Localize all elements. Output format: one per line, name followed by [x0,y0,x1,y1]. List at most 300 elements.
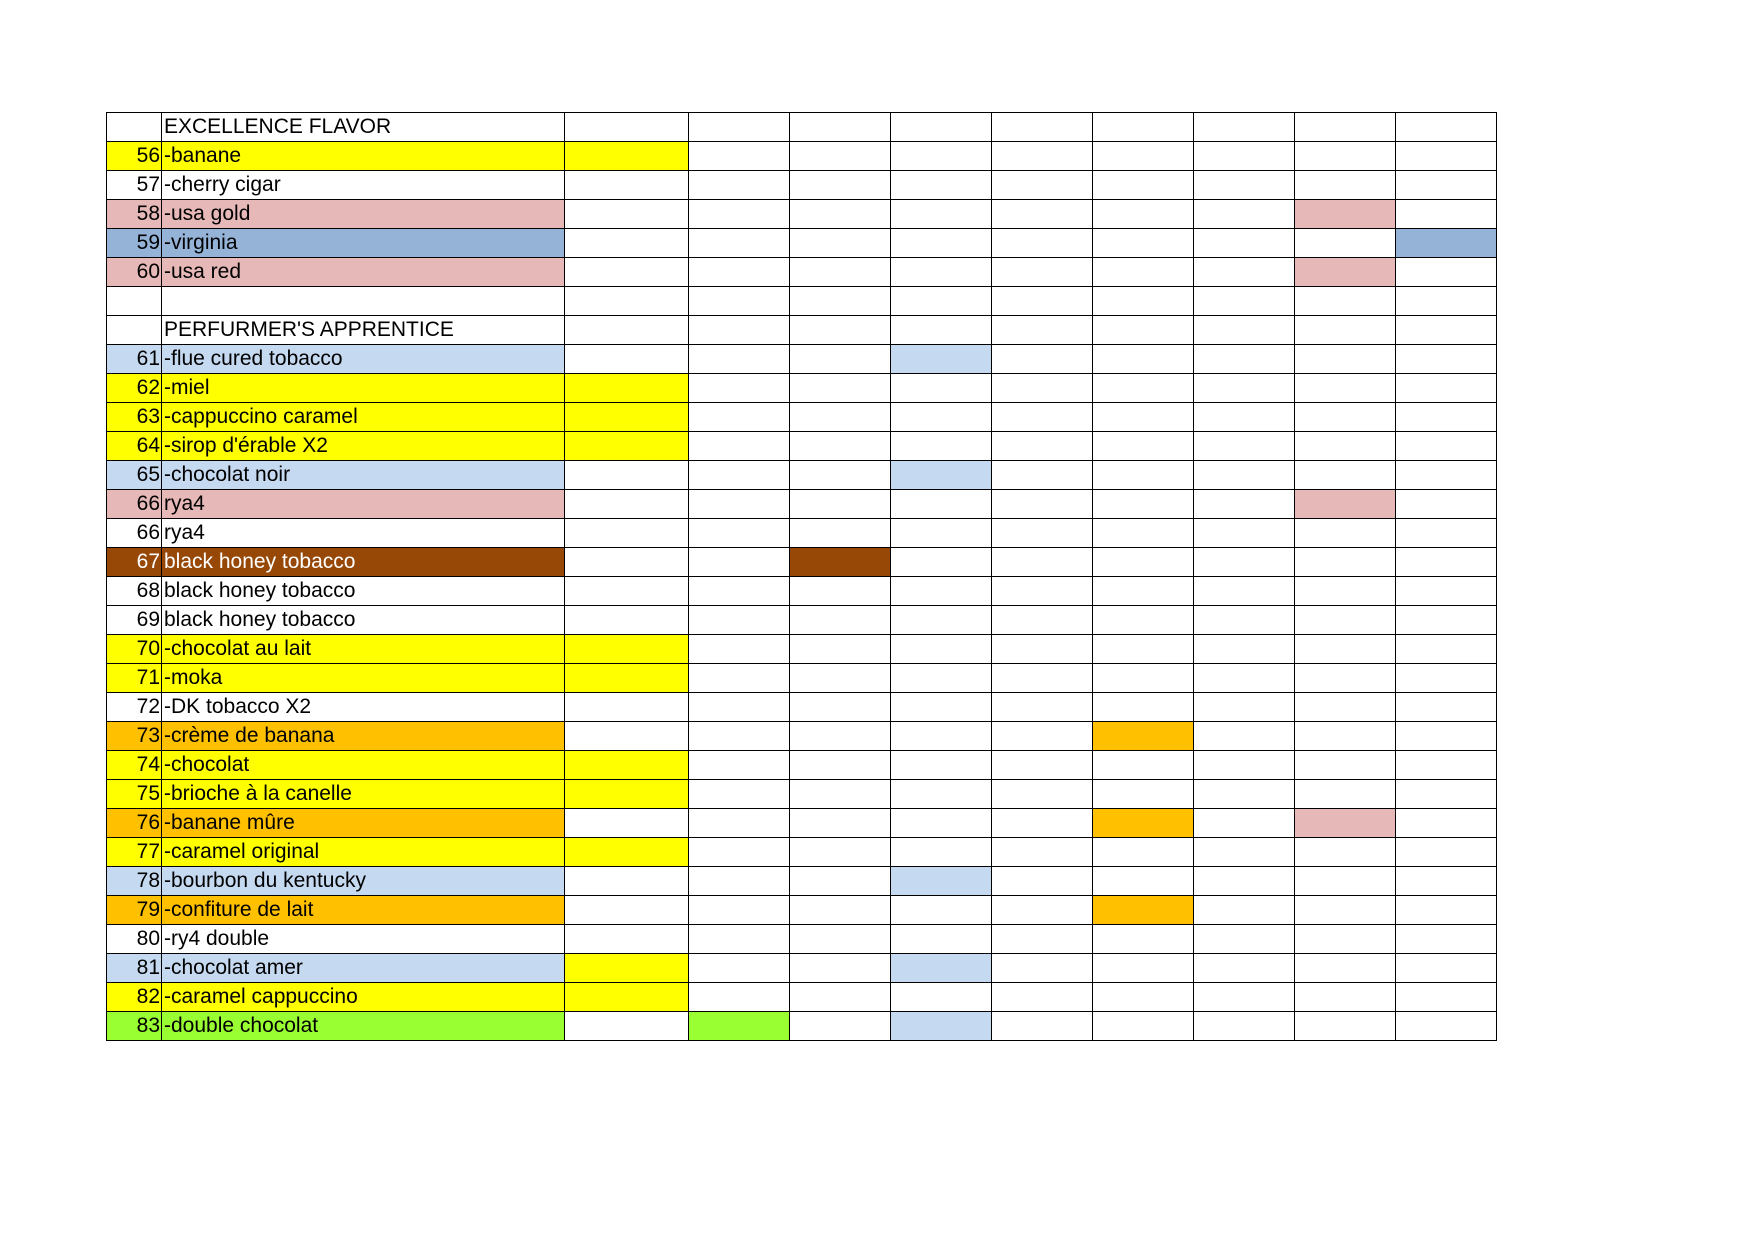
category-cell-8[interactable] [1295,780,1396,809]
category-cell-4[interactable] [891,693,992,722]
category-cell-3[interactable] [790,722,891,751]
category-cell-5[interactable] [992,635,1093,664]
category-cell-2[interactable] [689,606,790,635]
category-cell-6[interactable] [1093,751,1194,780]
category-cell-8[interactable] [1295,867,1396,896]
flavor-label-cell[interactable]: -brioche à la canelle [162,780,565,809]
category-cell-2[interactable] [689,200,790,229]
category-cell-1[interactable] [565,113,689,142]
category-cell-6[interactable] [1093,954,1194,983]
category-cell-7[interactable] [1194,693,1295,722]
category-cell-5[interactable] [992,780,1093,809]
flavor-label-cell[interactable]: black honey tobacco [162,577,565,606]
category-cell-3[interactable] [790,1012,891,1041]
flavor-label-cell[interactable]: -caramel cappuccino [162,983,565,1012]
flavor-label-cell[interactable]: black honey tobacco [162,606,565,635]
category-cell-1[interactable] [565,229,689,258]
category-cell-9[interactable] [1396,258,1497,287]
category-cell-4[interactable] [891,722,992,751]
flavor-label-cell[interactable]: -sirop d'érable X2 [162,432,565,461]
category-cell-8[interactable] [1295,577,1396,606]
category-cell-1[interactable] [565,519,689,548]
category-cell-5[interactable] [992,490,1093,519]
category-cell-2[interactable] [689,780,790,809]
category-cell-9[interactable] [1396,287,1497,316]
category-cell-8[interactable] [1295,896,1396,925]
category-cell-6[interactable] [1093,577,1194,606]
category-cell-7[interactable] [1194,838,1295,867]
category-cell-3[interactable] [790,983,891,1012]
category-cell-1[interactable] [565,925,689,954]
category-cell-7[interactable] [1194,229,1295,258]
category-cell-3[interactable] [790,316,891,345]
row-number-cell[interactable]: 72 [107,693,162,722]
category-cell-1[interactable] [565,693,689,722]
flavor-label-cell[interactable]: -usa red [162,258,565,287]
category-cell-4[interactable] [891,461,992,490]
category-cell-5[interactable] [992,113,1093,142]
category-cell-6[interactable] [1093,983,1194,1012]
category-cell-8[interactable] [1295,519,1396,548]
category-cell-3[interactable] [790,287,891,316]
flavor-label-cell[interactable]: rya4 [162,519,565,548]
category-cell-6[interactable] [1093,838,1194,867]
category-cell-6[interactable] [1093,548,1194,577]
category-cell-6[interactable] [1093,200,1194,229]
row-number-cell[interactable]: 58 [107,200,162,229]
category-cell-6[interactable] [1093,287,1194,316]
flavor-label-cell[interactable]: black honey tobacco [162,548,565,577]
category-cell-7[interactable] [1194,432,1295,461]
category-cell-3[interactable] [790,519,891,548]
category-cell-9[interactable] [1396,113,1497,142]
category-cell-8[interactable] [1295,954,1396,983]
category-cell-8[interactable] [1295,606,1396,635]
row-number-cell[interactable]: 59 [107,229,162,258]
category-cell-2[interactable] [689,403,790,432]
category-cell-4[interactable] [891,490,992,519]
category-cell-3[interactable] [790,606,891,635]
category-cell-1[interactable] [565,461,689,490]
row-number-cell[interactable]: 76 [107,809,162,838]
category-cell-3[interactable] [790,461,891,490]
category-cell-3[interactable] [790,548,891,577]
category-cell-4[interactable] [891,780,992,809]
category-cell-4[interactable] [891,287,992,316]
category-cell-8[interactable] [1295,345,1396,374]
category-cell-5[interactable] [992,751,1093,780]
flavor-label-cell[interactable]: -cappuccino caramel [162,403,565,432]
category-cell-1[interactable] [565,374,689,403]
category-cell-9[interactable] [1396,490,1497,519]
category-cell-8[interactable] [1295,664,1396,693]
category-cell-3[interactable] [790,577,891,606]
category-cell-8[interactable] [1295,722,1396,751]
category-cell-2[interactable] [689,287,790,316]
category-cell-9[interactable] [1396,722,1497,751]
category-cell-2[interactable] [689,432,790,461]
category-cell-1[interactable] [565,1012,689,1041]
category-cell-1[interactable] [565,664,689,693]
category-cell-9[interactable] [1396,896,1497,925]
category-cell-6[interactable] [1093,258,1194,287]
category-cell-1[interactable] [565,171,689,200]
category-cell-2[interactable] [689,867,790,896]
category-cell-2[interactable] [689,519,790,548]
category-cell-2[interactable] [689,258,790,287]
category-cell-9[interactable] [1396,809,1497,838]
category-cell-8[interactable] [1295,258,1396,287]
category-cell-9[interactable] [1396,635,1497,664]
category-cell-5[interactable] [992,954,1093,983]
category-cell-2[interactable] [689,345,790,374]
row-number-cell[interactable]: 75 [107,780,162,809]
category-cell-1[interactable] [565,606,689,635]
category-cell-4[interactable] [891,838,992,867]
category-cell-5[interactable] [992,200,1093,229]
category-cell-8[interactable] [1295,316,1396,345]
category-cell-4[interactable] [891,171,992,200]
category-cell-5[interactable] [992,693,1093,722]
category-cell-2[interactable] [689,925,790,954]
category-cell-9[interactable] [1396,867,1497,896]
category-cell-6[interactable] [1093,606,1194,635]
row-number-cell[interactable] [107,113,162,142]
category-cell-5[interactable] [992,374,1093,403]
category-cell-1[interactable] [565,316,689,345]
flavor-label-cell[interactable] [162,287,565,316]
category-cell-5[interactable] [992,171,1093,200]
category-cell-4[interactable] [891,867,992,896]
flavor-label-cell[interactable]: -chocolat au lait [162,635,565,664]
category-cell-7[interactable] [1194,867,1295,896]
row-number-cell[interactable] [107,287,162,316]
category-cell-5[interactable] [992,229,1093,258]
category-cell-7[interactable] [1194,403,1295,432]
category-cell-8[interactable] [1295,374,1396,403]
category-cell-4[interactable] [891,113,992,142]
flavor-label-cell[interactable]: PERFURMER'S APPRENTICE [162,316,565,345]
category-cell-7[interactable] [1194,113,1295,142]
category-cell-7[interactable] [1194,635,1295,664]
category-cell-5[interactable] [992,867,1093,896]
category-cell-6[interactable] [1093,432,1194,461]
category-cell-4[interactable] [891,142,992,171]
category-cell-3[interactable] [790,229,891,258]
category-cell-6[interactable] [1093,345,1194,374]
category-cell-8[interactable] [1295,548,1396,577]
category-cell-5[interactable] [992,461,1093,490]
category-cell-6[interactable] [1093,1012,1194,1041]
category-cell-3[interactable] [790,954,891,983]
category-cell-9[interactable] [1396,780,1497,809]
category-cell-6[interactable] [1093,490,1194,519]
flavor-label-cell[interactable]: -chocolat noir [162,461,565,490]
category-cell-1[interactable] [565,722,689,751]
category-cell-8[interactable] [1295,113,1396,142]
category-cell-6[interactable] [1093,142,1194,171]
category-cell-9[interactable] [1396,403,1497,432]
flavor-label-cell[interactable]: EXCELLENCE FLAVOR [162,113,565,142]
flavor-label-cell[interactable]: -banane mûre [162,809,565,838]
row-number-cell[interactable]: 61 [107,345,162,374]
category-cell-4[interactable] [891,432,992,461]
category-cell-6[interactable] [1093,229,1194,258]
category-cell-6[interactable] [1093,664,1194,693]
category-cell-3[interactable] [790,925,891,954]
row-number-cell[interactable]: 66 [107,490,162,519]
category-cell-6[interactable] [1093,722,1194,751]
category-cell-4[interactable] [891,229,992,258]
category-cell-7[interactable] [1194,142,1295,171]
category-cell-3[interactable] [790,809,891,838]
category-cell-3[interactable] [790,780,891,809]
category-cell-4[interactable] [891,954,992,983]
category-cell-1[interactable] [565,896,689,925]
flavor-label-cell[interactable]: -usa gold [162,200,565,229]
flavor-label-cell[interactable]: -caramel original [162,838,565,867]
flavor-label-cell[interactable]: -miel [162,374,565,403]
category-cell-5[interactable] [992,925,1093,954]
category-cell-1[interactable] [565,287,689,316]
category-cell-5[interactable] [992,809,1093,838]
category-cell-3[interactable] [790,838,891,867]
category-cell-8[interactable] [1295,925,1396,954]
row-number-cell[interactable]: 74 [107,751,162,780]
category-cell-7[interactable] [1194,606,1295,635]
flavor-label-cell[interactable]: -confiture de lait [162,896,565,925]
category-cell-1[interactable] [565,490,689,519]
category-cell-8[interactable] [1295,838,1396,867]
row-number-cell[interactable]: 80 [107,925,162,954]
category-cell-6[interactable] [1093,925,1194,954]
category-cell-6[interactable] [1093,374,1194,403]
category-cell-5[interactable] [992,722,1093,751]
category-cell-7[interactable] [1194,171,1295,200]
category-cell-2[interactable] [689,983,790,1012]
category-cell-9[interactable] [1396,1012,1497,1041]
category-cell-9[interactable] [1396,606,1497,635]
category-cell-4[interactable] [891,751,992,780]
category-cell-4[interactable] [891,606,992,635]
category-cell-5[interactable] [992,432,1093,461]
category-cell-7[interactable] [1194,896,1295,925]
category-cell-8[interactable] [1295,635,1396,664]
flavor-label-cell[interactable]: -ry4 double [162,925,565,954]
category-cell-6[interactable] [1093,171,1194,200]
row-number-cell[interactable]: 66 [107,519,162,548]
category-cell-4[interactable] [891,896,992,925]
row-number-cell[interactable]: 57 [107,171,162,200]
category-cell-2[interactable] [689,838,790,867]
category-cell-2[interactable] [689,896,790,925]
category-cell-4[interactable] [891,403,992,432]
category-cell-4[interactable] [891,577,992,606]
category-cell-5[interactable] [992,316,1093,345]
category-cell-9[interactable] [1396,374,1497,403]
category-cell-4[interactable] [891,258,992,287]
category-cell-2[interactable] [689,954,790,983]
category-cell-5[interactable] [992,403,1093,432]
category-cell-3[interactable] [790,113,891,142]
category-cell-1[interactable] [565,432,689,461]
row-number-cell[interactable]: 71 [107,664,162,693]
category-cell-9[interactable] [1396,548,1497,577]
category-cell-9[interactable] [1396,142,1497,171]
category-cell-4[interactable] [891,548,992,577]
flavor-label-cell[interactable]: -banane [162,142,565,171]
category-cell-9[interactable] [1396,751,1497,780]
flavor-label-cell[interactable]: -virginia [162,229,565,258]
category-cell-8[interactable] [1295,490,1396,519]
category-cell-4[interactable] [891,809,992,838]
category-cell-2[interactable] [689,461,790,490]
category-cell-1[interactable] [565,954,689,983]
category-cell-2[interactable] [689,113,790,142]
row-number-cell[interactable]: 68 [107,577,162,606]
category-cell-6[interactable] [1093,316,1194,345]
category-cell-5[interactable] [992,258,1093,287]
category-cell-7[interactable] [1194,519,1295,548]
category-cell-4[interactable] [891,1012,992,1041]
category-cell-3[interactable] [790,171,891,200]
category-cell-1[interactable] [565,548,689,577]
category-cell-5[interactable] [992,1012,1093,1041]
category-cell-1[interactable] [565,838,689,867]
category-cell-7[interactable] [1194,751,1295,780]
flavor-label-cell[interactable]: -double chocolat [162,1012,565,1041]
category-cell-3[interactable] [790,664,891,693]
category-cell-5[interactable] [992,577,1093,606]
category-cell-9[interactable] [1396,954,1497,983]
category-cell-6[interactable] [1093,780,1194,809]
row-number-cell[interactable]: 64 [107,432,162,461]
row-number-cell[interactable]: 67 [107,548,162,577]
category-cell-7[interactable] [1194,287,1295,316]
category-cell-6[interactable] [1093,809,1194,838]
category-cell-7[interactable] [1194,200,1295,229]
category-cell-4[interactable] [891,983,992,1012]
category-cell-3[interactable] [790,403,891,432]
category-cell-9[interactable] [1396,577,1497,606]
category-cell-7[interactable] [1194,983,1295,1012]
category-cell-8[interactable] [1295,693,1396,722]
category-cell-5[interactable] [992,606,1093,635]
category-cell-4[interactable] [891,200,992,229]
category-cell-6[interactable] [1093,896,1194,925]
category-cell-2[interactable] [689,142,790,171]
category-cell-2[interactable] [689,751,790,780]
category-cell-7[interactable] [1194,490,1295,519]
category-cell-7[interactable] [1194,722,1295,751]
category-cell-8[interactable] [1295,287,1396,316]
category-cell-5[interactable] [992,548,1093,577]
category-cell-2[interactable] [689,722,790,751]
category-cell-8[interactable] [1295,142,1396,171]
category-cell-9[interactable] [1396,925,1497,954]
category-cell-7[interactable] [1194,780,1295,809]
category-cell-1[interactable] [565,780,689,809]
category-cell-4[interactable] [891,664,992,693]
category-cell-3[interactable] [790,345,891,374]
category-cell-6[interactable] [1093,403,1194,432]
category-cell-2[interactable] [689,316,790,345]
category-cell-1[interactable] [565,577,689,606]
category-cell-6[interactable] [1093,519,1194,548]
category-cell-1[interactable] [565,751,689,780]
category-cell-2[interactable] [689,693,790,722]
row-number-cell[interactable]: 78 [107,867,162,896]
category-cell-9[interactable] [1396,229,1497,258]
category-cell-8[interactable] [1295,432,1396,461]
category-cell-2[interactable] [689,374,790,403]
category-cell-8[interactable] [1295,809,1396,838]
category-cell-9[interactable] [1396,693,1497,722]
category-cell-7[interactable] [1194,954,1295,983]
row-number-cell[interactable]: 60 [107,258,162,287]
category-cell-9[interactable] [1396,519,1497,548]
category-cell-1[interactable] [565,142,689,171]
category-cell-7[interactable] [1194,374,1295,403]
row-number-cell[interactable]: 81 [107,954,162,983]
category-cell-2[interactable] [689,229,790,258]
category-cell-5[interactable] [992,142,1093,171]
category-cell-3[interactable] [790,693,891,722]
row-number-cell[interactable]: 65 [107,461,162,490]
category-cell-3[interactable] [790,751,891,780]
category-cell-9[interactable] [1396,171,1497,200]
category-cell-3[interactable] [790,200,891,229]
category-cell-7[interactable] [1194,1012,1295,1041]
flavor-label-cell[interactable]: -chocolat amer [162,954,565,983]
flavor-label-cell[interactable]: -DK tobacco X2 [162,693,565,722]
category-cell-3[interactable] [790,374,891,403]
category-cell-1[interactable] [565,635,689,664]
category-cell-6[interactable] [1093,867,1194,896]
row-number-cell[interactable]: 69 [107,606,162,635]
row-number-cell[interactable]: 82 [107,983,162,1012]
category-cell-4[interactable] [891,316,992,345]
category-cell-7[interactable] [1194,345,1295,374]
category-cell-1[interactable] [565,983,689,1012]
category-cell-2[interactable] [689,577,790,606]
category-cell-2[interactable] [689,809,790,838]
category-cell-9[interactable] [1396,432,1497,461]
category-cell-8[interactable] [1295,171,1396,200]
flavor-label-cell[interactable]: -crème de banana [162,722,565,751]
row-number-cell[interactable]: 56 [107,142,162,171]
category-cell-4[interactable] [891,374,992,403]
category-cell-7[interactable] [1194,664,1295,693]
category-cell-6[interactable] [1093,693,1194,722]
row-number-cell[interactable]: 83 [107,1012,162,1041]
category-cell-7[interactable] [1194,577,1295,606]
category-cell-5[interactable] [992,519,1093,548]
category-cell-9[interactable] [1396,461,1497,490]
category-cell-7[interactable] [1194,548,1295,577]
category-cell-1[interactable] [565,345,689,374]
row-number-cell[interactable]: 79 [107,896,162,925]
category-cell-1[interactable] [565,809,689,838]
category-cell-4[interactable] [891,519,992,548]
category-cell-2[interactable] [689,548,790,577]
category-cell-5[interactable] [992,345,1093,374]
category-cell-8[interactable] [1295,200,1396,229]
category-cell-3[interactable] [790,258,891,287]
flavor-label-cell[interactable]: rya4 [162,490,565,519]
category-cell-3[interactable] [790,635,891,664]
category-cell-7[interactable] [1194,258,1295,287]
